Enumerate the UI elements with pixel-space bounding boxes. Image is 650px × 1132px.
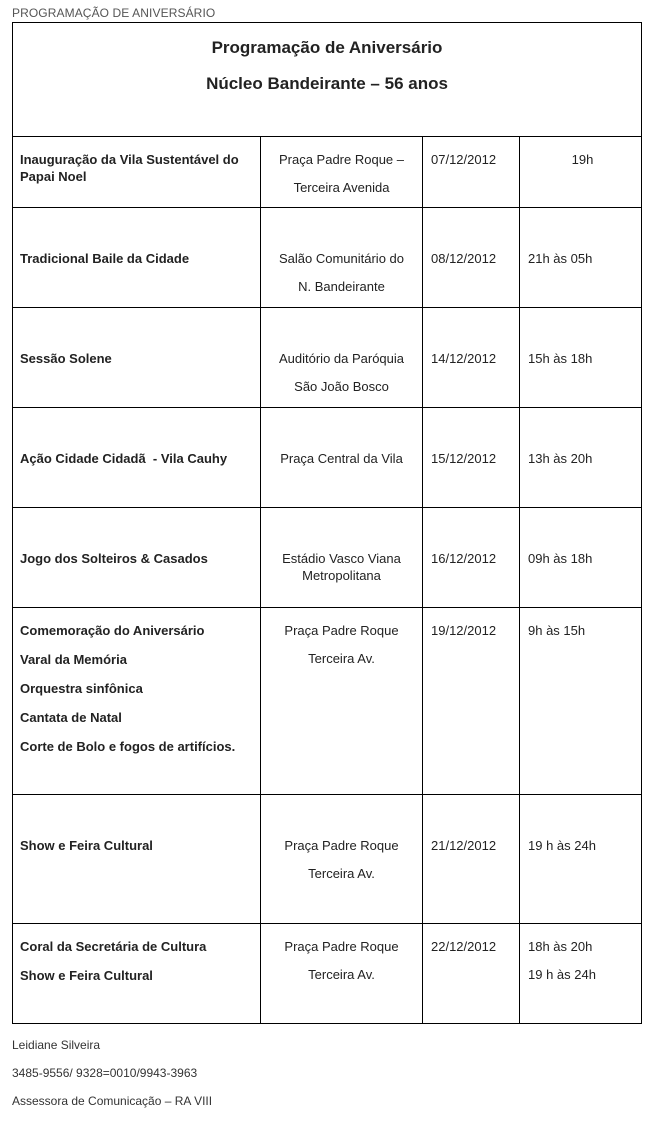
time-cell — [520, 408, 642, 508]
event-name: Tradicional Baile da Cidade — [20, 251, 190, 266]
event-cell — [13, 308, 261, 408]
date-cell: 16/12/2012 — [423, 508, 520, 608]
event-cell — [13, 508, 261, 608]
place-line: N. Bandeirante — [298, 279, 385, 294]
footer-role: Assessora de Comunicação – RA VIII — [12, 1094, 213, 1108]
footer-phones: 3485-9556/ 9328=0010/9943-3963 — [12, 1066, 198, 1080]
event-name: Orquestra sinfônica — [20, 681, 143, 696]
place-cell — [261, 408, 423, 508]
schedule-title: Programação de Aniversário — [211, 38, 443, 57]
place-line: Metropolitana — [302, 568, 381, 583]
event-cell — [13, 408, 261, 508]
event-cell — [13, 795, 261, 924]
date-cell: 19/12/2012 — [423, 608, 520, 795]
schedule-table — [12, 22, 642, 1024]
event-name: Show e Feira Cultural — [20, 968, 153, 983]
event-name: Cantata de Natal — [20, 710, 122, 725]
time-line: 19h — [571, 152, 594, 167]
event-name: Corte de Bolo e fogos de artifícios. — [20, 739, 236, 754]
event-name: Varal da Memória — [20, 652, 127, 667]
time-line: 09h às 18h — [528, 551, 593, 566]
place-line: São João Bosco — [294, 379, 389, 394]
footer-name: Leidiane Silveira — [12, 1038, 101, 1052]
table-row — [13, 208, 642, 308]
title-cell — [13, 23, 642, 137]
time-cell — [520, 308, 642, 408]
date-cell: 07/12/2012 — [423, 137, 520, 208]
place-line: Terceira Av. — [308, 967, 375, 982]
event-cell — [13, 608, 261, 795]
table-row — [13, 608, 642, 795]
date-cell: 08/12/2012 — [423, 208, 520, 308]
time-cell — [520, 608, 642, 795]
event-name: Coral da Secretária de Cultura — [20, 939, 207, 954]
place-line: Praça Padre Roque — [284, 939, 399, 954]
table-row — [13, 137, 642, 208]
place-cell — [261, 208, 423, 308]
date-cell: 22/12/2012 — [423, 924, 520, 1024]
place-line: Auditório da Paróquia — [278, 351, 405, 366]
place-cell — [261, 795, 423, 924]
time-line: 13h às 20h — [528, 451, 593, 466]
time-cell — [520, 508, 642, 608]
place-line: Praça Central da Vila — [280, 451, 403, 466]
table-row — [13, 508, 642, 608]
event-name: Sessão Solene — [20, 351, 112, 366]
time-line: 15h às 18h — [528, 351, 593, 366]
place-cell — [261, 608, 423, 795]
schedule-subtitle: Núcleo Bandeirante – 56 anos — [206, 74, 448, 93]
event-cell — [13, 208, 261, 308]
time-line: 19 h às 24h — [528, 967, 596, 982]
time-cell — [520, 924, 642, 1024]
event-name: Inauguração da Vila Sustentável do Papai Noel — [20, 152, 239, 184]
event-cell — [13, 924, 261, 1024]
place-line: Praça Padre Roque — [284, 623, 399, 638]
time-line: 19 h às 24h — [528, 838, 596, 853]
date-cell: 15/12/2012 — [423, 408, 520, 508]
time-cell — [520, 137, 642, 208]
place-cell — [261, 924, 423, 1024]
place-line: Estádio Vasco Viana — [282, 551, 401, 566]
event-name: Show e Feira Cultural — [20, 838, 153, 853]
date-cell: 21/12/2012 — [423, 795, 520, 924]
time-cell — [520, 795, 642, 924]
time-cell — [520, 208, 642, 308]
time-line: 9h às 15h — [528, 623, 586, 638]
event-name: Comemoração do Aniversário — [20, 623, 205, 638]
time-line: 21h às 05h — [528, 251, 593, 266]
place-line: Terceira Av. — [308, 651, 375, 666]
time-line: 18h às 20h — [528, 939, 593, 954]
event-cell — [13, 137, 261, 208]
date-cell: 14/12/2012 — [423, 308, 520, 408]
table-row — [13, 408, 642, 508]
place-line: Terceira Avenida — [293, 180, 390, 195]
title-row — [13, 23, 642, 137]
place-line: Terceira Av. — [308, 866, 375, 881]
table-row — [13, 795, 642, 924]
page-heading: PROGRAMAÇÃO DE ANIVERSÁRIO — [12, 6, 216, 20]
place-cell — [261, 308, 423, 408]
place-line: Praça Padre Roque – — [278, 152, 405, 167]
event-name: Jogo dos Solteiros & Casados — [20, 551, 208, 566]
place-line: Salão Comunitário do — [278, 251, 405, 266]
place-cell — [261, 137, 423, 208]
event-name: Ação Cidade Cidadã - Vila Cauhy — [20, 451, 228, 466]
table-row — [13, 308, 642, 408]
place-cell — [261, 508, 423, 608]
place-line: Praça Padre Roque — [284, 838, 399, 853]
table-row — [13, 924, 642, 1024]
